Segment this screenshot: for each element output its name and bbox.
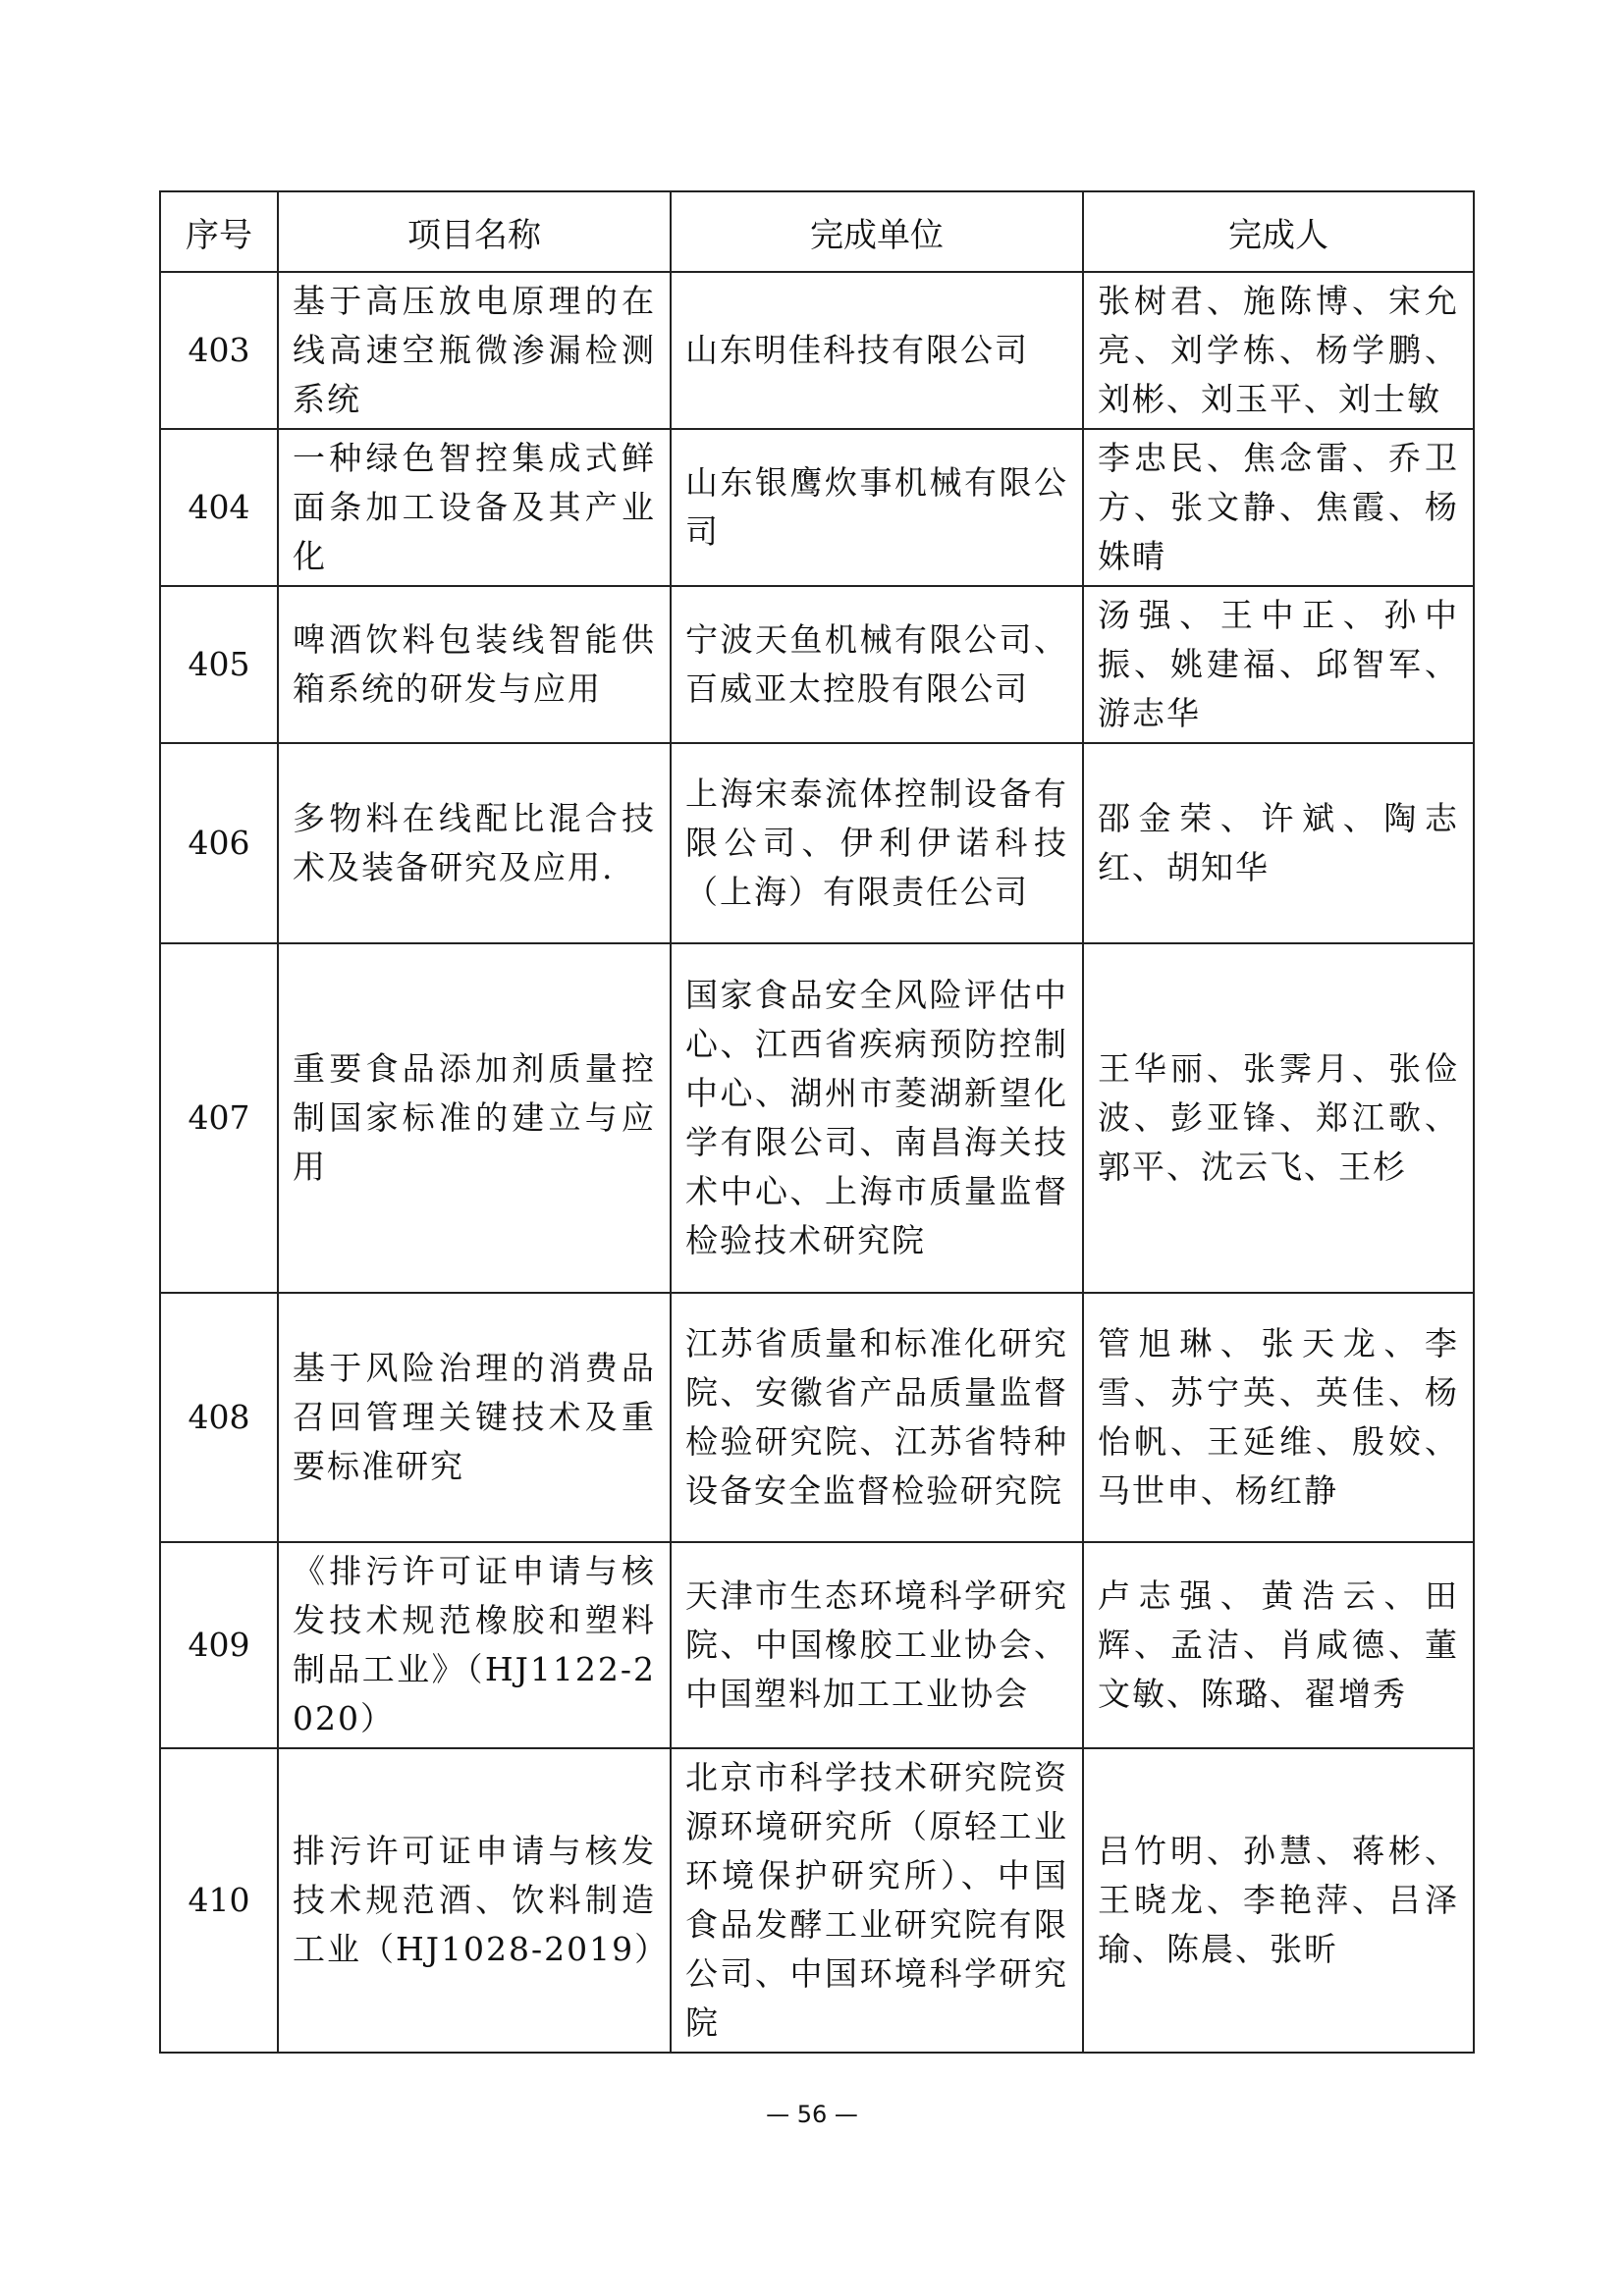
row-completing-unit: 国家食品安全风险评估中心、江西省疾病预防控制中心、湖州市菱湖新望化学有限公司、南昌海关技术中心、上海市质量监督检验技术研究院 [671, 943, 1083, 1293]
header-serial-number: 序号 [160, 191, 278, 272]
row-serial-number: 403 [160, 272, 278, 429]
row-completing-persons: 汤强、王中正、孙中振、姚建福、邱智军、游志华 [1083, 586, 1474, 743]
row-serial-number: 406 [160, 743, 278, 943]
table-row [160, 943, 1474, 1293]
row-serial-number: 408 [160, 1293, 278, 1542]
header-project-name: 项目名称 [278, 191, 671, 272]
row-project-name: 重要食品添加剂质量控制国家标准的建立与应用 [278, 943, 671, 1293]
row-project-name: 《排污许可证申请与核发技术规范橡胶和塑料制品工业》（HJ1122-2020） [278, 1542, 671, 1748]
table-header-row [160, 191, 1474, 272]
header-completing-persons: 完成人 [1083, 191, 1474, 272]
row-completing-persons: 吕竹明、孙慧、蒋彬、王晓龙、李艳萍、吕泽瑜、陈晨、张昕 [1083, 1748, 1474, 2053]
awards-table [159, 190, 1475, 2054]
row-project-name: 排污许可证申请与核发技术规范酒、饮料制造工业（HJ1028-2019） [278, 1748, 671, 2053]
table-row [160, 272, 1474, 429]
page-number: — 56 — [766, 2101, 858, 2128]
table-row [160, 743, 1474, 943]
row-completing-unit: 山东银鹰炊事机械有限公司 [671, 429, 1083, 586]
table-row [160, 1748, 1474, 2053]
table-row [160, 1293, 1474, 1542]
row-project-name: 多物料在线配比混合技术及装备研究及应用. [278, 743, 671, 943]
row-serial-number: 407 [160, 943, 278, 1293]
row-completing-persons: 邵金荣、许斌、陶志红、胡知华 [1083, 743, 1474, 943]
row-completing-persons: 王华丽、张霁月、张俭波、彭亚锋、郑江歌、郭平、沈云飞、王杉 [1083, 943, 1474, 1293]
row-completing-persons: 张树君、施陈博、宋允亮、刘学栋、杨学鹏、刘彬、刘玉平、刘士敏 [1083, 272, 1474, 429]
row-project-name: 基于风险治理的消费品召回管理关键技术及重要标准研究 [278, 1293, 671, 1542]
row-completing-unit: 山东明佳科技有限公司 [671, 272, 1083, 429]
row-project-name: 基于高压放电原理的在线高速空瓶微渗漏检测系统 [278, 272, 671, 429]
row-completing-unit: 宁波天鱼机械有限公司、百威亚太控股有限公司 [671, 586, 1083, 743]
row-completing-unit: 江苏省质量和标准化研究院、安徽省产品质量监督检验研究院、江苏省特种设备安全监督检验研究院 [671, 1293, 1083, 1542]
row-project-name: 啤酒饮料包装线智能供箱系统的研发与应用 [278, 586, 671, 743]
row-serial-number: 405 [160, 586, 278, 743]
table-row [160, 1542, 1474, 1748]
row-completing-unit: 上海宋泰流体控制设备有限公司、伊利伊诺科技（上海）有限责任公司 [671, 743, 1083, 943]
table-row [160, 429, 1474, 586]
row-project-name: 一种绿色智控集成式鲜面条加工设备及其产业化 [278, 429, 671, 586]
row-serial-number: 409 [160, 1542, 278, 1748]
header-completing-unit: 完成单位 [671, 191, 1083, 272]
row-completing-persons: 卢志强、黄浩云、田辉、孟洁、肖咸德、董文敏、陈璐、翟增秀 [1083, 1542, 1474, 1748]
row-serial-number: 410 [160, 1748, 278, 2053]
row-completing-persons: 管旭琳、张天龙、李雪、苏宁英、英佳、杨怡帆、王延维、殷姣、马世申、杨红静 [1083, 1293, 1474, 1542]
table-row [160, 586, 1474, 743]
row-completing-persons: 李忠民、焦念雷、乔卫方、张文静、焦霞、杨姝晴 [1083, 429, 1474, 586]
row-completing-unit: 北京市科学技术研究院资源环境研究所（原轻工业环境保护研究所）、中国食品发酵工业研究院有限公司、中国环境科学研究院 [671, 1748, 1083, 2053]
row-serial-number: 404 [160, 429, 278, 586]
row-completing-unit: 天津市生态环境科学研究院、中国橡胶工业协会、中国塑料加工工业协会 [671, 1542, 1083, 1748]
